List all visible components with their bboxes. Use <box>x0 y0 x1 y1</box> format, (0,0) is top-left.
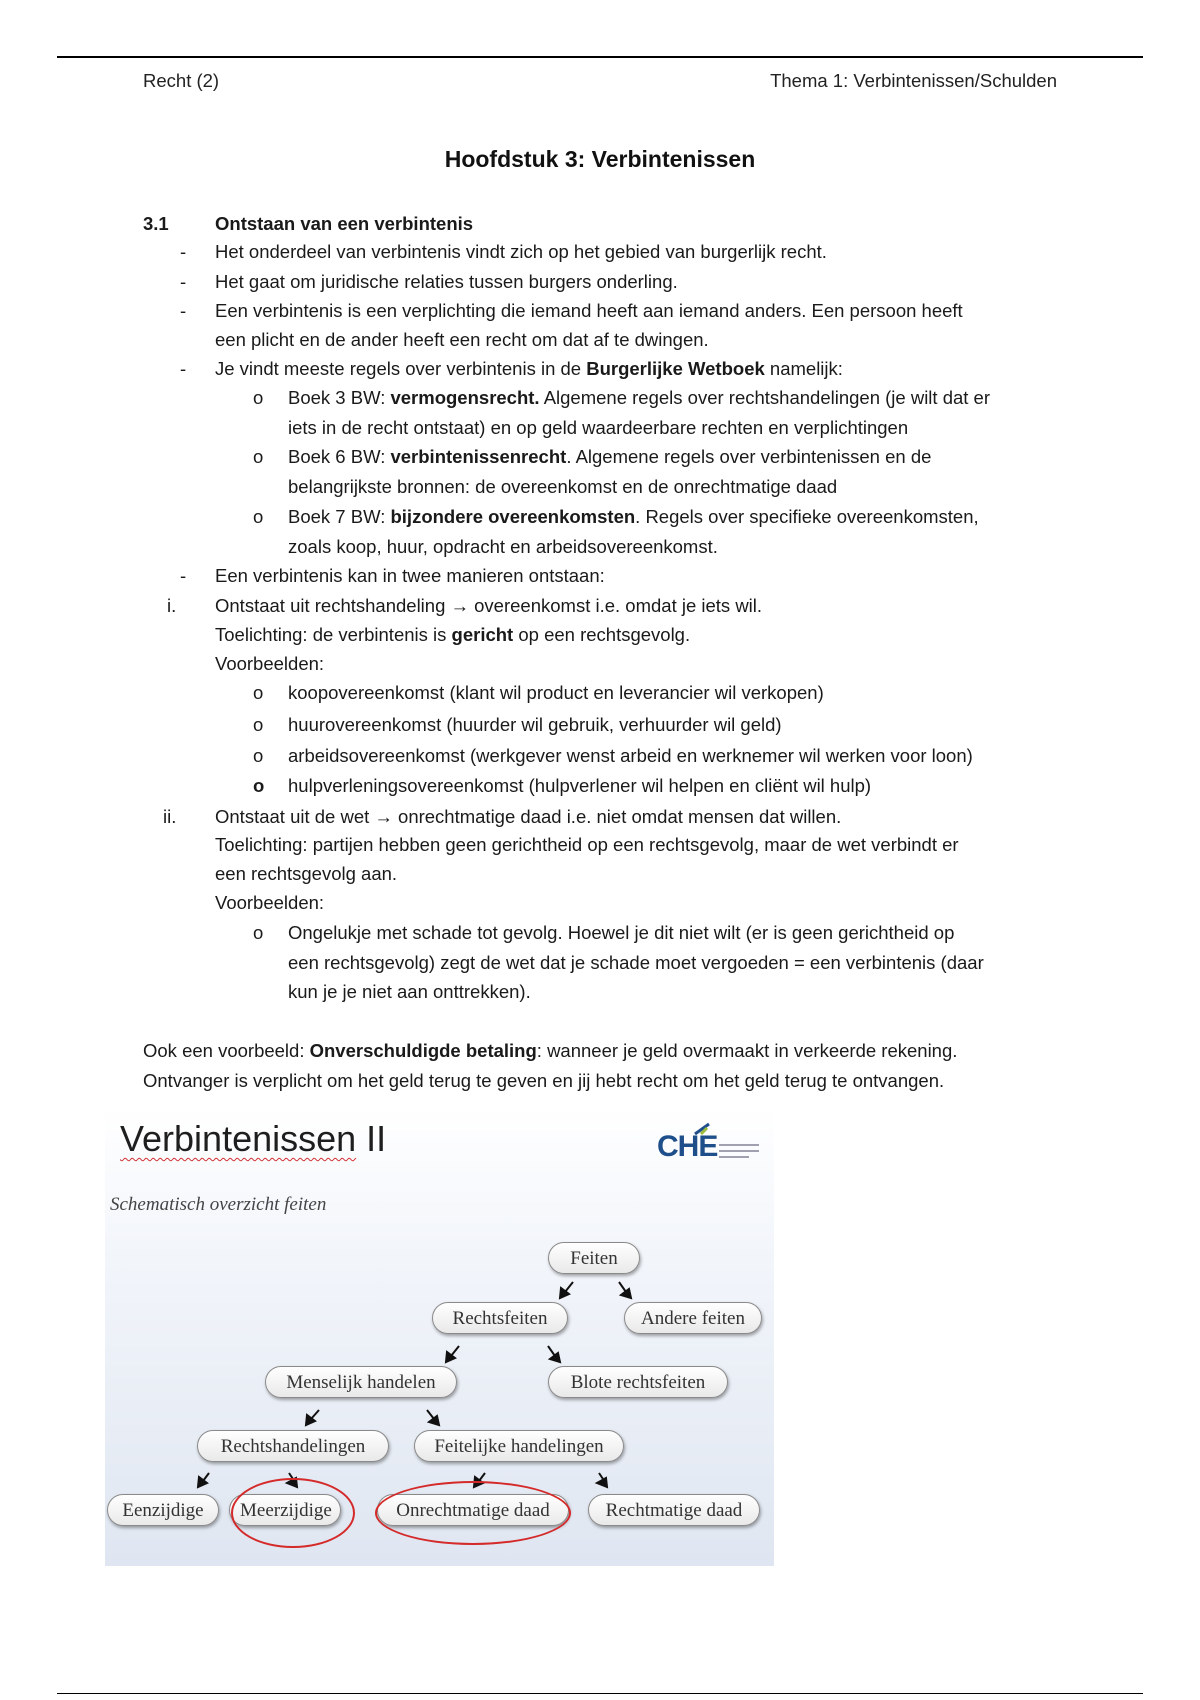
item-ii-line: Ontstaat uit de wet → onrechtmatige daad i.e. niet omdat mensen dat willen. <box>215 806 842 827</box>
bottom-rule <box>57 1693 1143 1694</box>
boek-7-line-2: zoals koop, huur, opdracht en arbeidsovereenkomst. <box>288 536 718 557</box>
circle-marker: o <box>253 682 264 703</box>
node-onrechtmatige-daad: Onrechtmatige daad <box>377 1494 569 1526</box>
bullet-4: Je vindt meeste regels over verbintenis in de Burgerlijke Wetboek namelijk: <box>215 358 843 379</box>
highlight-ring-onrechtmatige-daad <box>375 1481 571 1545</box>
dash-marker: - <box>180 565 187 586</box>
bullet-3-line-1: Een verbintenis is een verplichting die iemand heeft aan iemand anders. Een persoon heeft <box>215 300 963 321</box>
item-ii-toelichting-1: Toelichting: partijen hebben geen gerichtheid op een rechtsgevolg, maar de wet verbindt er <box>215 834 959 855</box>
paragraph-line-2: Ontvanger is verplicht om het geld terug te geven en jij hebt recht om het geld terug te ontvangen. <box>143 1070 945 1091</box>
example-4: hulpverleningsovereenkomst (hulpverlener wil helpen en cliënt wil hulp) <box>288 775 872 796</box>
node-menselijk-handelen: Menselijk handelen <box>265 1366 457 1398</box>
bullet-5: Een verbintenis kan in twee manieren ontstaan: <box>215 565 605 586</box>
bullet-3-line-2: een plicht en de ander heeft een recht om dat af te dwingen. <box>215 329 709 350</box>
bullet-1: Het onderdeel van verbintenis vindt zich op het gebied van burgerlijk recht. <box>215 241 827 262</box>
bullet-2: Het gaat om juridische relaties tussen burgers onderling. <box>215 271 678 292</box>
node-feiten: Feiten <box>548 1242 640 1274</box>
example-ii-line-3: kun je je niet aan onttrekken). <box>288 981 531 1002</box>
node-blote-rechtsfeiten: Blote rechtsfeiten <box>548 1366 728 1398</box>
circle-marker: o <box>253 387 264 408</box>
item-ii-toelichting-2: een rechtsgevolg aan. <box>215 863 398 884</box>
circle-marker: o <box>253 745 264 766</box>
section-heading: Ontstaan van een verbintenis <box>215 213 474 234</box>
schematic-figure <box>105 1106 774 1566</box>
dash-marker: - <box>180 241 187 262</box>
section-number: 3.1 <box>143 213 169 234</box>
dash-marker: - <box>180 300 187 321</box>
boek-3-line-2: iets in de recht ontstaat) en op geld waardeerbare rechten en verplichtingen <box>288 417 909 438</box>
roman-marker-ii: ii. <box>163 806 177 827</box>
highlight-ring-meerzijdige <box>231 1478 355 1548</box>
item-ii-voorbeelden: Voorbeelden: <box>215 892 325 913</box>
item-i-toelichting: Toelichting: de verbintenis is gericht op een rechtsgevolg. <box>215 624 691 645</box>
node-andere-feiten: Andere feiten <box>624 1302 762 1334</box>
paragraph-line-1: Ook een voorbeeld: Onverschuldigde betaling: wanneer je geld overmaakt in verkeerde rekening. <box>143 1040 958 1061</box>
circle-marker: o <box>253 922 264 943</box>
node-rechtshandelingen: Rechtshandelingen <box>197 1430 389 1462</box>
circle-marker: o <box>253 506 264 527</box>
circle-marker: o <box>253 775 265 796</box>
circle-marker: o <box>253 446 264 467</box>
dash-marker: - <box>180 271 187 292</box>
logo-text: CHE <box>657 1130 718 1163</box>
figure-title: Verbintenissen II <box>120 1118 387 1159</box>
boek-6-line-2: belangrijkste bronnen: de overeenkomst en de onrechtmatige daad <box>288 476 838 497</box>
node-feitelijke-handelingen: Feitelijke handelingen <box>414 1430 624 1462</box>
header-left: Recht (2) <box>143 70 220 91</box>
circle-marker: o <box>253 714 264 735</box>
item-i-voorbeelden: Voorbeelden: <box>215 653 325 674</box>
roman-marker-i: i. <box>167 595 177 616</box>
node-meerzijdige: Meerzijdige <box>229 1494 341 1526</box>
example-ii-line-1: Ongelukje met schade tot gevolg. Hoewel je dit niet wilt (er is geen gerichtheid op <box>288 922 955 943</box>
item-i-line: Ontstaat uit rechtshandeling → overeenkomst i.e. omdat je iets wil. <box>215 595 763 616</box>
example-3: arbeidsovereenkomst (werkgever wenst arbeid en werknemer wil werken voor loon) <box>288 745 973 766</box>
example-ii-line-2: een rechtsgevolg) zegt de wet dat je schade moet vergoeden = een verbintenis (daar <box>288 952 984 973</box>
header-right: Thema 1: Verbintenissen/Schulden <box>770 70 1057 91</box>
node-rechtsfeiten: Rechtsfeiten <box>432 1302 568 1334</box>
example-1: koopovereenkomst (klant wil product en leverancier wil verkopen) <box>288 682 824 703</box>
figure-subtitle: Schematisch overzicht feiten <box>110 1194 327 1215</box>
page-title: Hoofdstuk 3: Verbintenissen <box>444 146 756 172</box>
node-eenzijdige: Eenzijdige <box>107 1494 219 1526</box>
boek-3-line-1: Boek 3 BW: vermogensrecht. Algemene regels over rechtshandelingen (je wilt dat er <box>288 387 991 408</box>
node-rechtmatige-daad: Rechtmatige daad <box>588 1494 760 1526</box>
top-rule <box>57 56 1143 58</box>
boek-6-line-1: Boek 6 BW: verbintenissenrecht. Algemene regels over verbintenissen en de <box>288 446 932 467</box>
dash-marker: - <box>180 358 187 379</box>
boek-7-line-1: Boek 7 BW: bijzondere overeenkomsten. Regels over specifieke overeenkomsten, <box>288 506 979 527</box>
example-2: huurovereenkomst (huurder wil gebruik, verhuurder wil geld) <box>288 714 782 735</box>
